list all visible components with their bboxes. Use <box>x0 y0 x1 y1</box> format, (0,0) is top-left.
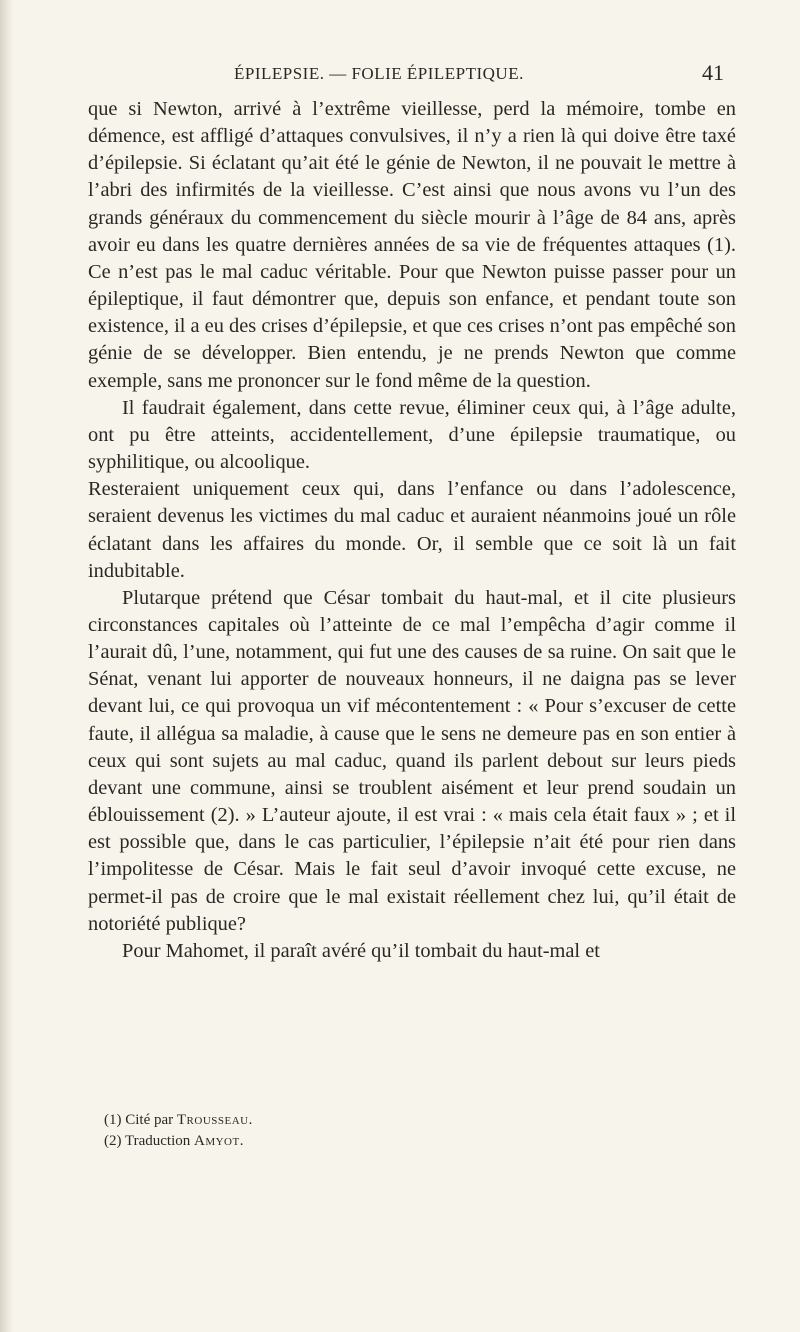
paragraph: Plutarque prétend que César tombait du haut-mal, et il cite plusieurs circonstances capitales où l’atteinte de ce mal l’empêcha d’agir comme il l’aurait dû, l’une, notamment, qui fut une des causes de sa ruine. On sait que le Sénat, venant lui apporter de nouveaux honneurs, il ne daigna pas se lever devant lui, ce qui provoqua un vif mécontentement : « Pour s’excuser de cette faute, il allégua sa maladie, à cause que le sens ne demeure pas en son entier à ceux qui sont sujets au mal caduc, quand ils parlent debout sur leurs pieds devant une commune, ainsi se troublent aisément et leur prend soudain un éblouissement (2). » L’auteur ajoute, il est vrai : « mais cela était faux » ; et il est possible que, dans le cas particulier, l’épilepsie n’ait été pour rien dans l’impolitesse de César. Mais le fait seul d’avoir invoqué cette excuse, ne permet-il pas de croire que le mal existait réellement chez lui, qu’il était de notoriété publique? <box>88 586 736 935</box>
footnote <box>104 1110 724 1131</box>
page-binding-edge <box>0 0 14 1332</box>
footnote-author: Trousseau. <box>176 1112 253 1128</box>
paragraph: Il faudrait également, dans cette revue, éliminer ceux qui, à l’âge adulte, ont pu être atteints, accidentellement, d’une épilepsie traumatique, ou syphilitique, ou alcoolique. <box>88 396 736 474</box>
footnote-author: Amyot. <box>194 1133 244 1149</box>
body-text <box>88 96 736 965</box>
paragraph: que si Newton, arrivé à l’extrême vieillesse, perd la mémoire, tombe en démence, est affligé d’attaques convulsives, il n’y a rien là qui doive être taxé d’épilepsie. Si éclatant qu’ait été le génie de Newton, il ne pouvait le mettre à l’abri des infirmités de la vieillesse. C’est ainsi que nous avons vu l’un des grands généraux du commencement du siècle mourir à l’âge de 84 ans, après avoir eu dans les quatre dernières années de sa vie de fréquentes attaques (1). Ce n’est pas le mal caduc véritable. Pour que Newton puisse passer pour un épileptique, il faut démontrer que, depuis son enfance, et pendant toute son existence, il a eu des crises d’épilepsie, et que ces crises n’ont pas empêché son génie de se développer. Bien entendu, je ne prends Newton que comme exemple, sans me prononcer sur le fond même de la question. <box>88 98 736 392</box>
page-number: 41 <box>702 60 724 85</box>
footnote-text: (1) Cité par <box>104 1112 177 1128</box>
footnote <box>104 1131 724 1152</box>
running-header <box>224 60 724 94</box>
footnotes <box>104 1110 724 1152</box>
paragraph: Resteraient uniquement ceux qui, dans l’enfance ou dans l’adolescence, seraient devenus les victimes du mal caduc et auraient néanmoins joué un rôle éclatant dans les affaires du monde. Or, il semble que ce soit là un fait indubitable. <box>88 478 736 582</box>
running-title: ÉPILEPSIE. — FOLIE ÉPILEPTIQUE. <box>234 64 524 83</box>
paragraph: Pour Mahomet, il paraît avéré qu’il tombait du haut-mal et <box>122 939 600 962</box>
footnote-text: (2) Traduction <box>104 1133 194 1149</box>
